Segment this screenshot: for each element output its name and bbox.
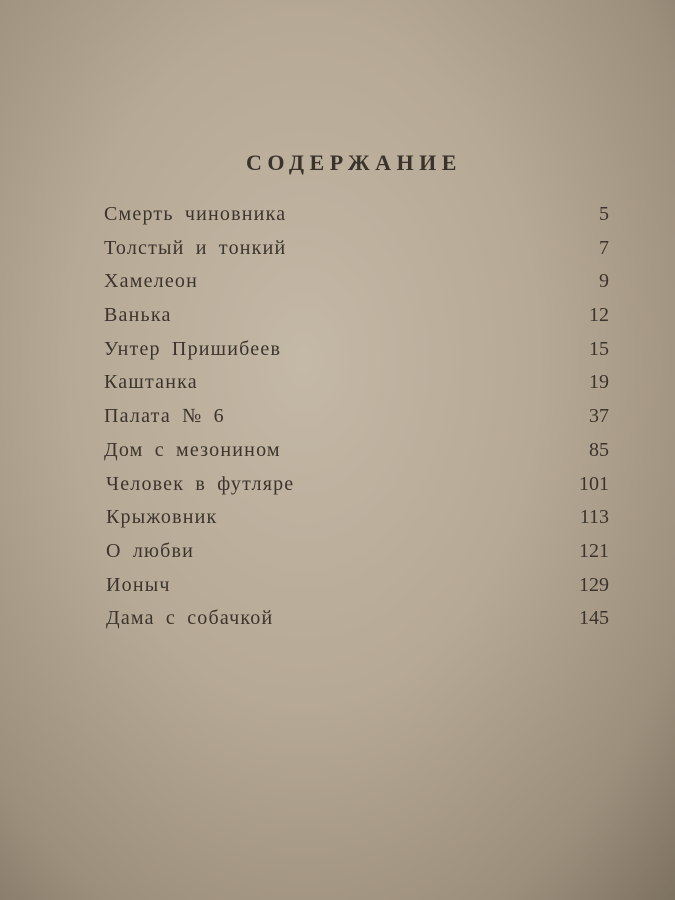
entry-page: 9 xyxy=(599,270,609,293)
entry-title: Смерть чиновника xyxy=(104,203,287,225)
entry-title: Унтер Пришибеев xyxy=(104,337,282,360)
toc-entry xyxy=(104,574,609,608)
toc-entry xyxy=(104,473,609,507)
entry-page: 19 xyxy=(589,371,609,394)
entry-page: 85 xyxy=(589,438,609,461)
entry-page: 12 xyxy=(589,304,609,327)
contents-heading: СОДЕРЖАНИЕ xyxy=(246,150,462,175)
entry-page: 129 xyxy=(579,573,609,596)
entry-title: Ванька xyxy=(104,304,172,327)
toc-entry xyxy=(104,237,609,271)
toc-entry xyxy=(104,304,609,338)
entry-title: Человек в футляре xyxy=(106,472,295,495)
toc-entry xyxy=(104,203,609,237)
entry-title: Крыжовник xyxy=(106,506,218,529)
entry-page: 101 xyxy=(579,472,609,495)
entry-title: Каштанка xyxy=(104,371,198,394)
entry-page: 145 xyxy=(579,607,609,630)
entry-title: Палата № 6 xyxy=(104,405,225,428)
entry-title: Ионыч xyxy=(106,573,171,596)
toc-entry xyxy=(104,338,609,372)
toc-entry xyxy=(104,405,609,439)
toc-entry xyxy=(104,439,609,473)
entry-page: 15 xyxy=(589,337,609,360)
toc-entry xyxy=(104,540,609,574)
entry-page: 121 xyxy=(579,539,609,562)
toc-entry xyxy=(104,270,609,304)
toc-entry xyxy=(104,371,609,405)
entry-page: 7 xyxy=(599,236,609,259)
toc-entry xyxy=(104,607,609,641)
entry-page: 37 xyxy=(589,405,609,428)
entry-page: 5 xyxy=(599,203,609,225)
entry-title: О любви xyxy=(106,539,195,562)
entry-page: 113 xyxy=(579,506,609,529)
entry-title: Дом с мезонином xyxy=(104,438,281,461)
entry-title: Дама с собачкой xyxy=(106,607,274,630)
table-of-contents xyxy=(104,203,609,641)
toc-entry xyxy=(104,506,609,540)
entry-title: Толстый и тонкий xyxy=(104,236,287,259)
entry-title: Хамелеон xyxy=(104,270,199,293)
